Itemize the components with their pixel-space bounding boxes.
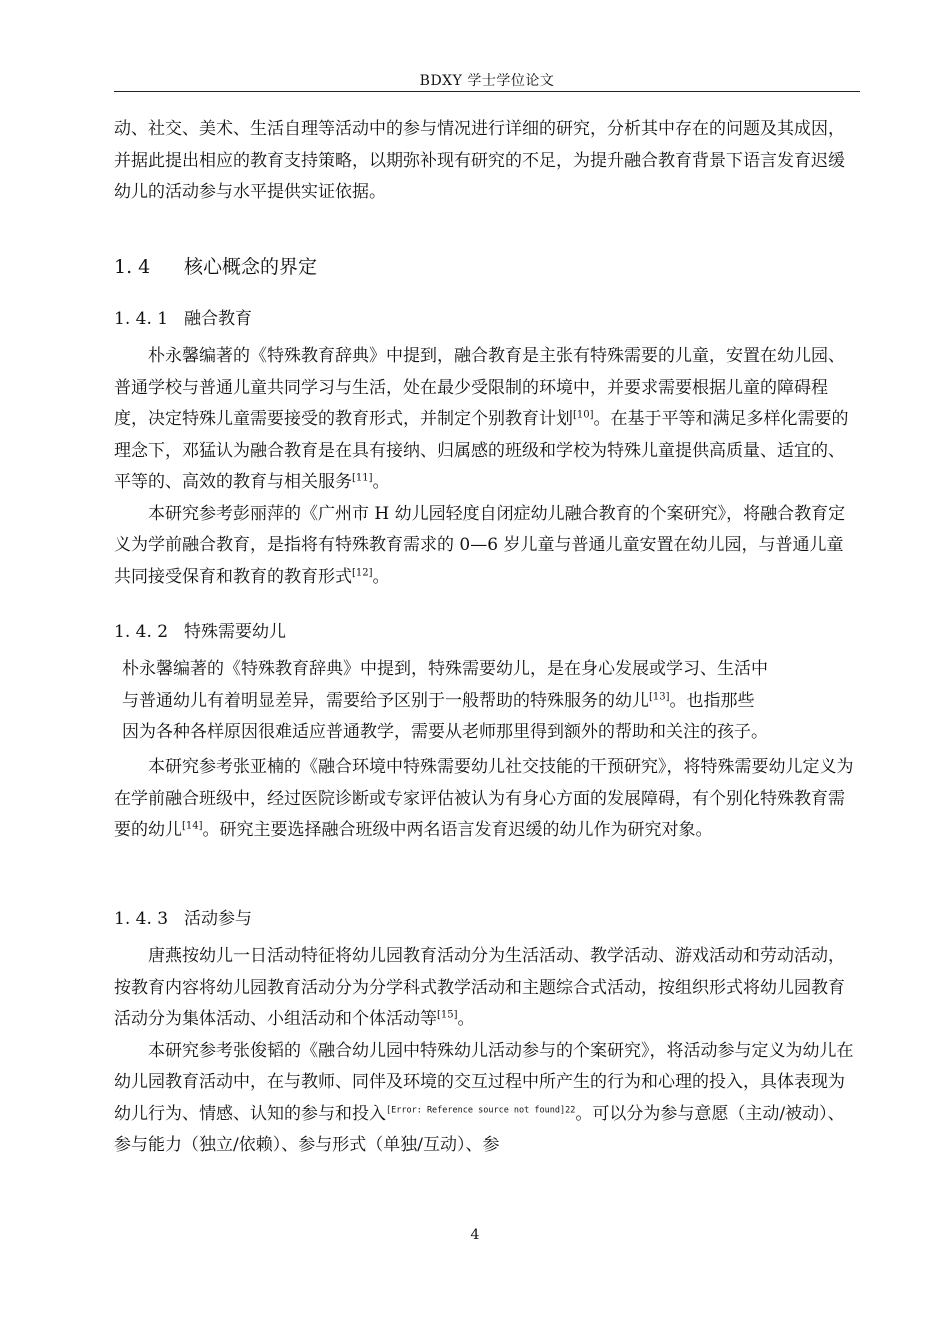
section-title: 核心概念的界定 [184, 256, 318, 278]
paragraph-text: 。 [372, 566, 390, 587]
paragraph-text: 本研究参考张亚楠的《融合环境中特殊需要幼儿社交技能的干预研究》，将特殊需要幼儿定义为在学前融合班级中，经过医院诊断或专家评估被认为有身心方面的发展障碍，有个别化特殊教育需要的幼儿 [114, 757, 854, 840]
subsection-number: 1. 4. 1 [114, 309, 169, 329]
subsection-title: 融合教育 [184, 309, 252, 329]
citation: [12] [352, 566, 373, 578]
citation: [14] [182, 820, 203, 832]
citation: [13] [649, 690, 670, 702]
paragraph-text: 与普通幼儿有着明显差异，需要给予区别于一般帮助的特殊服务的幼儿 [122, 690, 649, 711]
subsection-body-1-4-3 [114, 941, 860, 1162]
paragraph-text: 朴永馨编著的《特殊教育辞典》中提到，融合教育是主张有特殊需要的儿童，安置在幼儿园、普通学校与普通儿童共同学习与生活，处在最少受限制的环境中，并要求需要根据儿童的障碍程度，决定特殊儿童需要接受的教育形式，并制定个别教育计划 [114, 346, 845, 429]
paragraph-text: 。 [372, 472, 390, 492]
header-rule [114, 91, 860, 92]
paragraph [114, 499, 860, 594]
subsection-title: 活动参与 [184, 909, 252, 929]
intro-text: 动、社交、美术、生活自理等活动中的参与情况进行详细的研究，分析其中存在的问题及其成因，并据此提出相应的教育支持策略，以期弥补现有研究的不足，为提升融合教育背景下语言发育迟缓幼儿的活动参与水平提供实证依据。 [114, 119, 845, 202]
subsection-heading-1-4-1 [114, 304, 252, 329]
paragraph [114, 1036, 860, 1162]
broken-citation: [Error: Reference source not found]22 [386, 1104, 576, 1115]
subsection-body-1-4-1 [114, 341, 860, 593]
paragraph [114, 341, 860, 499]
paragraph-line [122, 686, 862, 718]
citation: [11] [352, 472, 373, 484]
subsection-heading-1-4-3 [114, 904, 252, 929]
subsection-heading-1-4-2 [114, 617, 286, 642]
intro-paragraph [114, 114, 860, 209]
subsection-body-1-4-2-first [122, 654, 862, 749]
paragraph-text: 本研究参考张俊韬的《融合幼儿园中特殊幼儿活动参与的个案研究》，将活动参与定义为幼儿在幼儿园教育活动中，在与教师、同伴及环境的交互过程中所产生的行为和心理的投入，具体表现为幼儿行为、情感、认知的参与和投入 [114, 1040, 854, 1124]
subsection-title: 特殊需要幼儿 [184, 622, 286, 642]
citation: [15] [437, 1009, 458, 1021]
paragraph-text: 。 [457, 1009, 475, 1029]
paragraph [114, 941, 860, 1036]
citation: [10] [573, 409, 594, 421]
section-number: 1. 4 [114, 256, 151, 278]
running-header: BDXY 学士学位论文 [419, 73, 555, 89]
page-number: 4 [470, 1227, 480, 1243]
subsection-body-1-4-2 [114, 752, 860, 847]
paragraph-text: 。在基于平等和满足多样化需要的理念下，邓猛认为融合教育是在具有接纳、归属感的班级和学校为特殊儿童提供高质量、适宜的、平等的、高效的教育与相关服务 [114, 409, 849, 492]
paragraph [114, 752, 860, 847]
subsection-number: 1. 4. 3 [114, 909, 169, 929]
subsection-number: 1. 4. 2 [114, 622, 169, 642]
paragraph-text: 。可以分为参与意愿（主动/被动）、参与能力（独立/依赖）、参与形式（单独/互动）、参 [114, 1103, 845, 1155]
paragraph-text: 。也指那些 [669, 690, 755, 711]
paragraph-text: 唐燕按幼儿一日活动特征将幼儿园教育活动分为生活活动、教学活动、游戏活动和劳动活动，按教育内容将幼儿园教育活动分为分学科式教学活动和主题综合式活动，按组织形式将幼儿园教育活动分为集体活动、小组活动和个体活动等 [114, 946, 845, 1029]
paragraph-line: 因为各种各样原因很难适应普通教学，需要从老师那里得到额外的帮助和关注的孩子。 [122, 722, 768, 742]
section-heading-1-4 [114, 252, 317, 279]
paragraph-line: 朴永馨编著的《特殊教育辞典》中提到，特殊需要幼儿，是在身心发展或学习、生活中 [122, 659, 768, 679]
paragraph-text: 。研究主要选择融合班级中两名语言发育迟缓的幼儿作为研究对象。 [202, 820, 713, 840]
paragraph-text: 本研究参考彭丽萍的《广州市 H 幼儿园轻度自闭症幼儿融合教育的个案研究》，将融合教育定义为学前融合教育，是指将有特殊教育需求的 0—6 岁儿童与普通儿童安置在幼儿园，与普通儿童共同接受保育和教育的教育形式 [114, 503, 846, 587]
